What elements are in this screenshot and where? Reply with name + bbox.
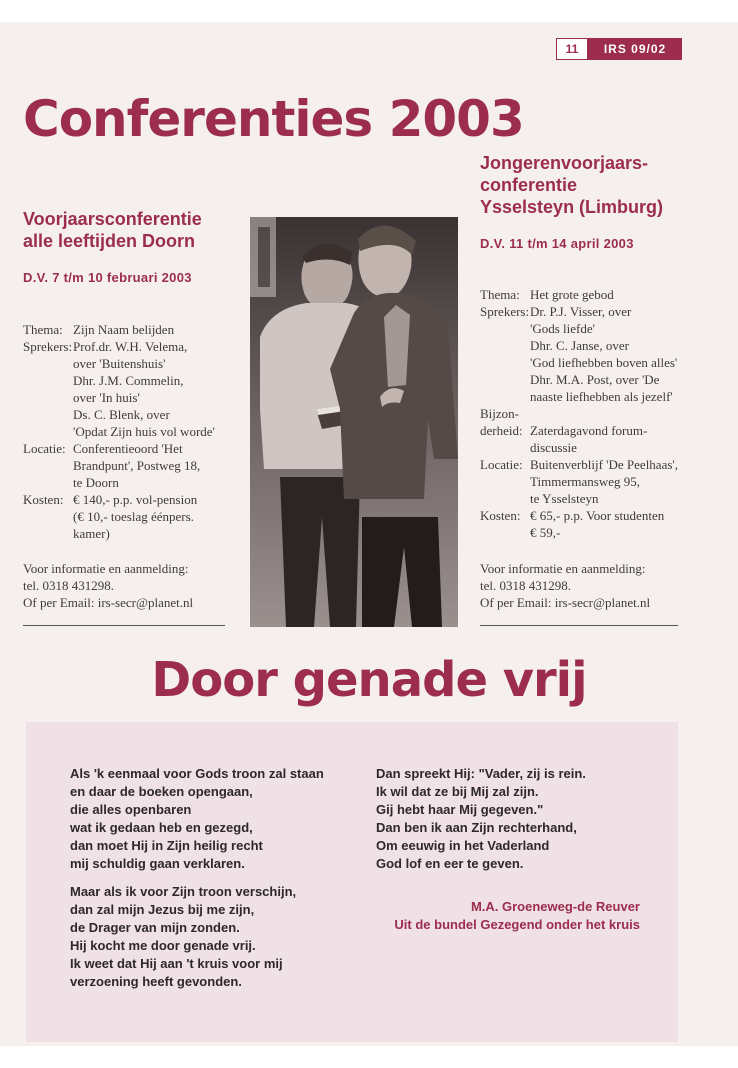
poem-box <box>26 722 678 1042</box>
poem-stanza-1: Als 'k eenmaal voor Gods troon zal staan en daar de boeken opengaan, die alles openbaren wat ik gedaan heb en gezegd, dan moet Hij in Zijn heilig recht mij schuldig gaan verklaren. <box>70 766 324 871</box>
info-row-location: Locatie: Buitenverblijf 'De Peelhaas', Timmermansweg 95, te Ysselsteyn <box>480 457 679 506</box>
left-conference-info <box>23 321 238 542</box>
right-conference-heading: Jongerenvoorjaars- conferentie Ysselsteyn (Limburg) <box>480 153 664 217</box>
info-row-cost: Kosten: € 65,- p.p. Voor studenten € 59,- <box>480 508 665 540</box>
right-conference-date: D.V. 11 t/m 14 april 2003 <box>480 236 634 251</box>
poem-author: M.A. Groeneweg-de Reuver <box>470 899 640 914</box>
poem-title: Door genade vrij <box>151 652 587 708</box>
page-title: Conferenties 2003 <box>23 90 524 148</box>
poem-stanza-2: Maar als ik voor Zijn troon verschijn, dan zal mijn Jezus bij me zijn, de Drager van mijn zonden. Hij kocht me door genade vrij. Ik weet dat Hij aan 't kruis voor mij verzoening heeft gevonden. <box>70 884 297 989</box>
left-divider <box>23 625 225 626</box>
info-row-special-cont: derheid: Zaterdagavond forum- discussie <box>480 423 648 455</box>
left-email-link[interactable]: Of per Email: irs-secr@planet.nl <box>23 595 194 610</box>
info-row-speakers: Sprekers: Dr. P.J. Visser, over 'Gods liefde' Dhr. C. Janse, over 'God liefhebben boven alles' Dhr. M.A. Post, over 'De naaste liefhebben als jezelf' <box>480 304 678 404</box>
left-conference-date: D.V. 7 t/m 10 februari 2003 <box>23 270 192 285</box>
poem-attribution <box>374 898 640 934</box>
left-contact-info: Voor informatie en aanmelding: tel. 0318 431298. Of per Email: irs-secr@planet.nl <box>23 561 194 610</box>
magazine-page <box>0 22 738 1046</box>
left-conference-heading: Voorjaarsconferentie alle leeftijden Doorn <box>23 209 202 251</box>
issue-label: IRS 09/02 <box>588 38 682 60</box>
page-number: 11 <box>556 38 588 60</box>
poem-stanza-3: Dan spreekt Hij: "Vader, zij is rein. Ik wil dat ze bij Mij zal zijn. Gij hebt haar Mij gegeven." Dan ben ik aan Zijn rechterhand, Om eeuwig in het Vaderland God lof en eer te geven. <box>376 766 586 871</box>
info-row-location: Locatie: Conferentieoord 'Het Brandpunt', Postweg 18, te Doorn <box>23 441 201 490</box>
right-contact-info: Voor informatie en aanmelding: tel. 0318 431298. Of per Email: irs-secr@planet.nl <box>480 561 651 610</box>
info-row-special: Bijzon- <box>480 406 519 421</box>
poem-source: Uit de bundel Gezegend onder het kruis <box>394 917 640 932</box>
conference-photo <box>250 217 458 627</box>
info-row-speakers: Sprekers: Prof.dr. W.H. Velema, over 'Buitenshuis' Dhr. J.M. Commelin, over 'In huis' Ds. C. Blenk, over 'Opdat Zijn huis vol worde' <box>23 339 215 439</box>
right-conference-info <box>480 286 700 541</box>
info-row-theme: Thema: Zijn Naam belijden <box>23 322 175 337</box>
page-badge <box>556 38 682 60</box>
info-row-theme: Thema: Het grote gebod <box>480 287 614 302</box>
right-email-link[interactable]: Of per Email: irs-secr@planet.nl <box>480 595 651 610</box>
right-divider <box>480 625 678 626</box>
info-row-cost: Kosten: € 140,- p.p. vol-pension (€ 10,- toeslag éénpers. kamer) <box>23 492 198 541</box>
